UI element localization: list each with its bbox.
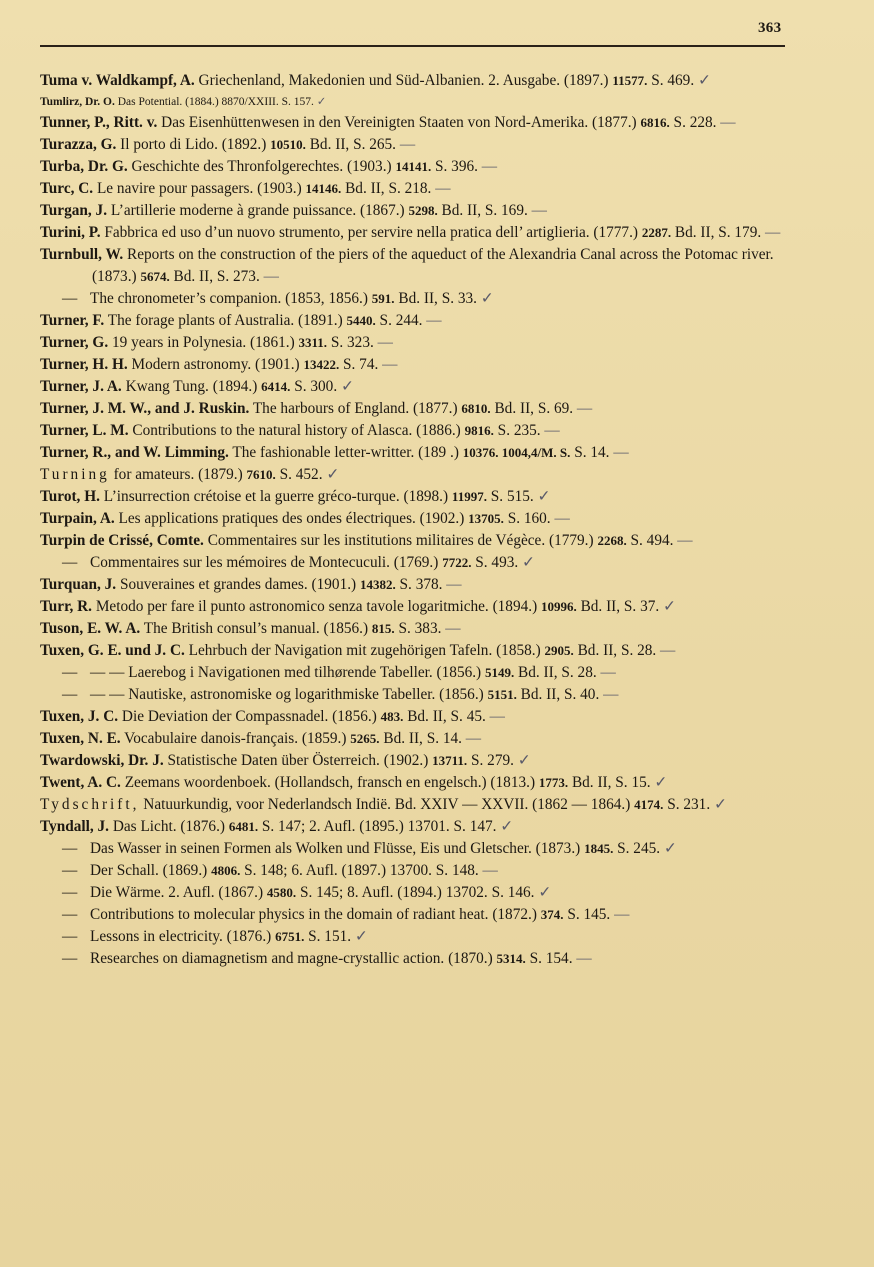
entry-author: Turazza, G. <box>40 136 117 153</box>
check-mark: — <box>596 664 616 681</box>
ditto-dashes: — — <box>90 686 129 703</box>
sub-entry <box>40 882 790 904</box>
entry-reference: Bd. II, S. 179. <box>671 224 762 241</box>
entry-author: Turner, J. A. <box>40 378 122 395</box>
entry-reference: S. 74. <box>339 356 379 373</box>
entry-title: Il porto di Lido. (1892.) <box>116 136 271 153</box>
catalog-entry <box>40 178 790 200</box>
entry-reference: S. 378. <box>395 576 443 593</box>
entry-reference: Bd. II, S. 28. <box>573 642 657 659</box>
entry-call-number: 14382. <box>359 577 396 592</box>
entry-reference: S. 14. <box>570 444 610 461</box>
entry-call-number: 7722. <box>442 555 472 570</box>
check-mark: ✓ <box>710 796 727 813</box>
entry-call-number: 11997. <box>451 489 487 504</box>
entry-reference: S. 279. <box>467 752 514 769</box>
ditto-dash: — <box>62 906 78 923</box>
catalog-entry <box>40 310 790 332</box>
entry-call-number: 374. <box>540 907 564 922</box>
entry-author: Twardowski, Dr. J. <box>40 752 164 769</box>
entry-title: Die Deviation der Compassnadel. (1856.) <box>118 708 381 725</box>
catalog-entry <box>40 354 790 376</box>
catalog-entry <box>40 816 790 838</box>
ditto-dash: — <box>62 554 78 571</box>
entry-call-number: 591. <box>371 291 395 306</box>
entry-call-number: 5314. <box>496 951 526 966</box>
entry-title: Der Schall. (1869.) <box>90 862 212 879</box>
entry-title: Das Wasser in seinen Formen als Wolken und Flüsse, Eis und Gletscher. (1873.) <box>90 840 585 857</box>
entry-reference: S. 145; 8. Aufl. (1894.) 13702. S. 146. <box>296 884 535 901</box>
entry-call-number: 2268. <box>597 533 627 548</box>
entry-list <box>40 70 790 970</box>
entry-call-number: 6810. <box>461 401 491 416</box>
entry-call-number: 13705. <box>468 511 504 526</box>
ditto-dash: — <box>62 664 78 681</box>
entry-author: Turner, R., and W. Limming. <box>40 444 229 461</box>
entry-title: Kwang Tung. (1894.) <box>121 378 262 395</box>
entry-call-number: 10376. 1004,4/M. S. <box>462 445 571 460</box>
entry-call-number: 14141. <box>395 159 432 174</box>
catalog-entry <box>40 464 790 486</box>
entry-author: Turnbull, W. <box>40 246 124 263</box>
entry-reference: S. 383. <box>394 620 442 637</box>
entry-reference: Bd. II, S. 14. <box>379 730 462 747</box>
entry-title: Natuurkundig, voor Nederlandsch Indië. Bd. XXIV — XXVII. (1862 — 1864.) <box>139 796 635 813</box>
entry-call-number: 7610. <box>246 467 276 482</box>
sub-entry <box>40 926 790 948</box>
sub-entry <box>40 662 790 684</box>
check-mark: — <box>441 620 461 637</box>
entry-call-number: 5298. <box>408 203 438 218</box>
catalog-entry <box>40 420 790 442</box>
entry-call-number: 6816. <box>640 115 670 130</box>
entry-title: Statistische Daten über Österreich. (1902.) <box>163 752 433 769</box>
entry-title: Das Eisenhüttenwesen in den Vereinigten Staaten von Nord-Amerika. (1877.) <box>157 114 641 131</box>
entry-title: Lehrbuch der Navigation mit zugehörigen Tafeln. (1858.) <box>184 642 545 659</box>
entry-title: 19 years in Polynesia. (1861.) <box>108 334 299 351</box>
catalog-entry <box>40 376 790 398</box>
sub-entry <box>40 904 790 926</box>
entry-reference: S. 469. <box>647 72 695 89</box>
check-mark: — <box>550 510 570 527</box>
entry-title: Das Potential. (1884.) 8870/XXIII. S. 157. <box>114 96 314 108</box>
entry-call-number: 6481. <box>228 819 259 834</box>
entry-title: L’insurrection crétoise et la guerre gréco-turque. (1898.) <box>99 488 452 505</box>
entry-author: Turner, F. <box>40 312 105 329</box>
entry-call-number: 4174. <box>634 797 664 812</box>
entry-reference: S. 151. <box>304 928 352 945</box>
ditto-dash: — <box>62 950 78 967</box>
entry-reference: S. 323. <box>327 334 374 351</box>
entry-title: Geschichte des Thronfolgerechtes. (1903.) <box>127 158 396 175</box>
catalog-entry <box>40 728 790 750</box>
check-mark: ✓ <box>313 96 327 108</box>
entry-call-number: 6414. <box>261 379 291 394</box>
entry-reference: S. 300. <box>290 378 338 395</box>
entry-call-number: 10996. <box>541 599 577 614</box>
catalog-entry <box>40 508 790 530</box>
entry-author: Turc, C. <box>40 180 94 197</box>
entry-author: Turpin de Crissé, Comte. <box>40 532 204 549</box>
check-mark: — <box>373 334 393 351</box>
check-mark: — <box>442 576 462 593</box>
entry-author: Turner, H. H. <box>40 356 128 373</box>
entry-reference: S. 228. <box>669 114 717 131</box>
check-mark: — <box>485 708 505 725</box>
entry-title: Les applications pratiques des ondes électriques. (1902.) <box>114 510 469 527</box>
entry-reference: S. 160. <box>503 510 551 527</box>
ditto-dash: — <box>62 290 78 307</box>
catalog-entry <box>40 244 790 288</box>
check-mark: ✓ <box>322 466 340 483</box>
entry-call-number: 11577. <box>612 73 648 88</box>
entry-title: Nautiske, astronomiske og logarithmiske Tabeller. (1856.) <box>128 686 488 703</box>
catalog-entry <box>40 222 790 244</box>
catalog-entry <box>40 618 790 640</box>
check-mark: — <box>716 114 736 131</box>
entry-reference: S. 231. <box>663 796 711 813</box>
sub-entry <box>40 288 790 310</box>
entry-title: Zeemans woordenboek. (Hollandsch, fransch en engelsch.) (1813.) <box>120 774 539 791</box>
check-mark: — <box>761 224 781 241</box>
entry-author: Tyndall, J. <box>40 818 110 835</box>
entry-title: Metodo per fare il punto astronomico senza tavole logaritmiche. (1894.) <box>92 598 541 615</box>
catalog-entry <box>40 92 790 112</box>
entry-title: The harbours of England. (1877.) <box>249 400 462 417</box>
entry-reference: S. 145. <box>563 906 611 923</box>
entry-title: L’artillerie moderne à grande puissance. (1867.) <box>107 202 409 219</box>
check-mark: — <box>422 312 442 329</box>
check-mark: — <box>259 268 279 285</box>
entry-reference: S. 154. <box>525 950 573 967</box>
check-mark: ✓ <box>660 840 677 857</box>
ditto-dash: — <box>62 862 78 879</box>
entry-reference: Bd. II, S. 37. <box>576 598 660 615</box>
check-mark: — <box>396 136 416 153</box>
entry-author: Turner, G. <box>40 334 109 351</box>
entry-call-number: 9816. <box>464 423 494 438</box>
entry-author: Turgan, J. <box>40 202 108 219</box>
entry-call-number: 5149. <box>484 665 515 680</box>
entry-author: Turpain, A. <box>40 510 115 527</box>
entry-call-number: 1773. <box>538 775 569 790</box>
entry-title: Researches on diamagnetism and magne-crystallic action. (1870.) <box>90 950 497 967</box>
check-mark: ✓ <box>533 488 551 505</box>
entry-author: Tuson, E. W. A. <box>40 620 141 637</box>
entry-call-number: 2287. <box>641 225 672 240</box>
sub-entry <box>40 684 790 706</box>
entry-call-number: 13711. <box>432 753 468 768</box>
catalog-entry <box>40 772 790 794</box>
ditto-dash: — <box>62 928 78 945</box>
entry-title: Fabbrica ed uso d’un nuovo strumento, per servire nella pratica dell’ artiglieria. (1777.) <box>100 224 642 241</box>
entry-title: Griechenland, Makedonien und Süd-Albanien. 2. Ausgabe. (1897.) <box>194 72 613 89</box>
check-mark: ✓ <box>337 378 354 395</box>
entry-reference: S. 515. <box>486 488 534 505</box>
entry-call-number: 5440. <box>346 313 376 328</box>
entry-reference: S. 396. <box>431 158 478 175</box>
entry-reference: Bd. II, S. 33. <box>394 290 477 307</box>
entry-title: Lessons in electricity. (1876.) <box>90 928 276 945</box>
sub-entry <box>40 838 790 860</box>
catalog-entry <box>40 200 790 222</box>
check-mark: ✓ <box>476 290 494 307</box>
entry-author: Tuxen, G. E. und J. C. <box>40 642 185 659</box>
entry-author: Twent, A. C. <box>40 774 121 791</box>
entry-author: Turot, H. <box>40 488 100 505</box>
check-mark: ✓ <box>496 818 514 835</box>
entry-reference: S. 452. <box>275 466 323 483</box>
entry-author: Turquan, J. <box>40 576 117 593</box>
entry-author: Tydschrift, <box>40 796 140 813</box>
check-mark: — <box>572 950 592 967</box>
sub-entry <box>40 552 790 574</box>
catalog-entry <box>40 332 790 354</box>
catalog-entry <box>40 70 790 92</box>
catalog-entry <box>40 794 790 816</box>
entry-call-number: 483. <box>380 709 404 724</box>
entry-author: Turner, J. M. W., and J. Ruskin. <box>40 400 250 417</box>
entry-call-number: 13422. <box>303 357 340 372</box>
page-number: 363 <box>758 20 782 36</box>
entry-author: Turning <box>40 466 110 483</box>
entry-call-number: 815. <box>371 621 395 636</box>
entry-call-number: 1845. <box>584 841 614 856</box>
check-mark: — <box>656 642 676 659</box>
ditto-dash: — <box>62 840 78 857</box>
entry-reference: Bd. II, S. 273. <box>169 268 260 285</box>
entry-reference: S. 245. <box>613 840 661 857</box>
entry-title: Commentaires sur les institutions militaires de Végèce. (1779.) <box>203 532 598 549</box>
entry-title: Contributions to the natural history of Alasca. (1886.) <box>128 422 465 439</box>
entry-call-number: 5265. <box>350 731 380 746</box>
check-mark: — <box>431 180 451 197</box>
entry-reference: Bd. II, S. 218. <box>341 180 432 197</box>
check-mark: — <box>540 422 560 439</box>
entry-title: Le navire pour passagers. (1903.) <box>93 180 306 197</box>
entry-title: Modern astronomy. (1901.) <box>127 356 304 373</box>
entry-reference: S. 494. <box>626 532 674 549</box>
entry-reference: Bd. II, S. 69. <box>490 400 574 417</box>
catalog-entry <box>40 706 790 728</box>
ditto-dashes: — — <box>90 664 129 681</box>
entry-title: for amateurs. (1879.) <box>109 466 247 483</box>
header-rule <box>40 45 785 47</box>
catalog-entry <box>40 486 790 508</box>
check-mark: ✓ <box>351 928 368 945</box>
catalog-entry <box>40 156 790 178</box>
catalog-entry <box>40 134 790 156</box>
entry-call-number: 14146. <box>305 181 342 196</box>
entry-call-number: 5151. <box>487 687 517 702</box>
entry-title: The fashionable letter-writter. (189 .) <box>228 444 463 461</box>
catalog-entry <box>40 596 790 618</box>
entry-author: Tunner, P., Ritt. v. <box>40 114 158 131</box>
check-mark: — <box>610 906 630 923</box>
entry-title: Vocabulaire danois-français. (1859.) <box>120 730 351 747</box>
entry-call-number: 4806. <box>211 863 241 878</box>
check-mark: — <box>477 158 498 175</box>
ditto-dash: — <box>62 884 78 901</box>
entry-call-number: 6751. <box>275 929 305 944</box>
check-mark: — <box>461 730 482 747</box>
check-mark: ✓ <box>650 774 668 791</box>
check-mark: — <box>527 202 547 219</box>
entry-author: Turner, L. M. <box>40 422 129 439</box>
entry-call-number: 10510. <box>270 137 306 152</box>
check-mark: ✓ <box>659 598 676 615</box>
entry-title: Souveraines et grandes dames. (1901.) <box>116 576 360 593</box>
entry-reference: S. 147; 2. Aufl. (1895.) 13701. S. 147. <box>258 818 497 835</box>
entry-reference: Bd. II, S. 28. <box>514 664 597 681</box>
entry-author: Turr, R. <box>40 598 92 615</box>
check-mark: ✓ <box>534 884 552 901</box>
entry-title: Reports on the construction of the piers of the aqueduct of the Alexandria Canal across the Potomac river. (1873.) <box>92 246 774 285</box>
entry-author: Tuxen, J. C. <box>40 708 119 725</box>
check-mark: — <box>378 356 398 373</box>
entry-author: Tuma v. Waldkampf, A. <box>40 72 195 89</box>
entry-title: Die Wärme. 2. Aufl. (1867.) <box>90 884 267 901</box>
entry-author: Turini, P. <box>40 224 101 241</box>
entry-reference: Bd. II, S. 15. <box>568 774 651 791</box>
entry-call-number: 4580. <box>266 885 297 900</box>
entry-title: The British consul’s manual. (1856.) <box>140 620 372 637</box>
entry-reference: S. 244. <box>375 312 423 329</box>
entry-reference: Bd. II, S. 40. <box>516 686 600 703</box>
entry-title: Contributions to molecular physics in the domain of radiant heat. (1872.) <box>90 906 541 923</box>
entry-title: The chronometer’s companion. (1853, 1856.) <box>90 290 372 307</box>
entry-author: Turba, Dr. G. <box>40 158 128 175</box>
check-mark: — <box>673 532 693 549</box>
entry-reference: S. 148; 6. Aufl. (1897.) 13700. S. 148. <box>240 862 479 879</box>
catalog-entry <box>40 398 790 420</box>
entry-call-number: 2905. <box>544 643 574 658</box>
check-mark: ✓ <box>694 72 711 89</box>
catalog-entry <box>40 640 790 662</box>
sub-entry <box>40 860 790 882</box>
check-mark: — <box>573 400 593 417</box>
check-mark: — <box>478 862 498 879</box>
entry-title: The forage plants of Australia. (1891.) <box>104 312 347 329</box>
entry-title: Laerebog i Navigationen med tilhørende Tabeller. (1856.) <box>128 664 485 681</box>
entry-reference: S. 493. <box>471 554 519 571</box>
ditto-dash: — <box>62 686 78 703</box>
entry-call-number: 3311. <box>298 335 328 350</box>
sub-entry <box>40 948 790 970</box>
catalog-entry <box>40 530 790 552</box>
entry-reference: Bd. II, S. 45. <box>403 708 486 725</box>
check-mark: ✓ <box>513 752 531 769</box>
check-mark: ✓ <box>518 554 535 571</box>
entry-reference: Bd. II, S. 169. <box>437 202 528 219</box>
entry-title: Das Licht. (1876.) <box>109 818 229 835</box>
entry-author: Tuxen, N. E. <box>40 730 121 747</box>
check-mark: — <box>609 444 629 461</box>
entry-call-number: 5674. <box>140 269 170 284</box>
entry-author: Tumlirz, Dr. O. <box>40 96 115 108</box>
check-mark: — <box>599 686 619 703</box>
entry-reference: Bd. II, S. 265. <box>305 136 396 153</box>
entry-reference: S. 235. <box>493 422 541 439</box>
catalog-entry <box>40 442 790 464</box>
entry-title: Commentaires sur les mémoires de Montecuculi. (1769.) <box>90 554 443 571</box>
catalog-entry <box>40 750 790 772</box>
catalog-entry <box>40 112 790 134</box>
catalog-entry <box>40 574 790 596</box>
